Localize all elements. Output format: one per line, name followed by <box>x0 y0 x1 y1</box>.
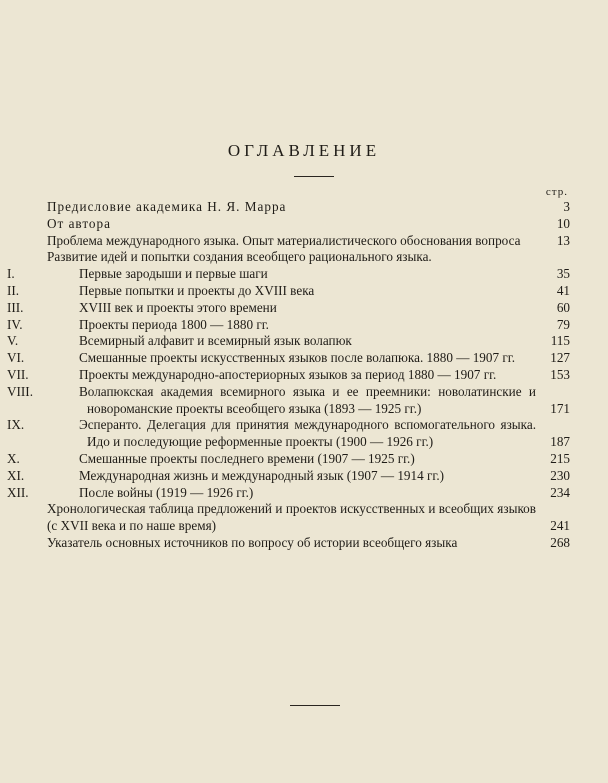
toc-entry-title: Проекты периода 1800 — 1880 гг. <box>79 316 269 332</box>
toc-entry <box>7 333 570 350</box>
toc-entry <box>47 501 570 535</box>
toc-entry-page: 13 <box>556 232 570 248</box>
toc-entry-title: Смешанные проекты искусственных языков после волапюка. 1880 — 1907 гг. <box>79 350 515 366</box>
toc-entry-number: XII. <box>7 484 29 500</box>
toc-entry-number: II. <box>7 282 20 298</box>
toc-entry <box>7 484 570 502</box>
toc-entry-title: Эсперанто. Делегация для принятия международного вспомогательного языка. Идо и последующие реформенные проекты (1900 — 1926 гг.) <box>79 417 536 450</box>
page-column-header: стр. <box>545 186 568 198</box>
toc-entry-page: 171 <box>550 400 570 416</box>
toc-entry-page: 10 <box>556 215 570 231</box>
toc-entry-page: 215 <box>550 450 570 466</box>
toc-entry-page: 241 <box>550 518 570 534</box>
title-divider <box>294 176 334 177</box>
toc-entry <box>7 383 570 418</box>
toc-entry-title: Первые зародыши и первые шаги <box>79 266 268 282</box>
toc-entry-title: Проблема международного языка. Опыт материалистического обоснования вопроса <box>47 232 521 248</box>
toc-entry-title: Проекты международно-апостериорных языков за период 1880 — 1907 гг. <box>79 366 497 382</box>
toc-entry-title: Предисловие академика Н. Я. Марра <box>47 199 287 214</box>
toc-entry-page: 41 <box>556 282 570 298</box>
toc-entry-title: Смешанные проекты последнего времени (1907 — 1925 гг.) <box>79 450 415 466</box>
toc-entry-title: XVIII век и проекты этого времени <box>79 299 277 315</box>
toc-entry-title: От автора <box>47 215 111 231</box>
toc-entry <box>7 366 570 384</box>
bottom-divider <box>290 705 340 706</box>
toc-entry <box>7 350 570 367</box>
toc-entry <box>47 233 570 250</box>
toc-entry <box>47 199 570 216</box>
toc-entry-number: VII. <box>7 366 29 382</box>
toc-entry-page: 127 <box>550 350 570 366</box>
toc-entry-page: 234 <box>550 484 570 500</box>
toc-entry-title: Всемирный алфавит и всемирный язык волапюк <box>79 333 352 349</box>
toc-entry <box>7 316 570 334</box>
toc-entry-number: I. <box>7 266 15 282</box>
toc-entry-number: IV. <box>7 316 23 332</box>
toc-entry-title: Первые попытки и проекты до XVIII века <box>79 282 315 298</box>
toc-entry-page: 153 <box>550 366 570 382</box>
toc-entry-title: Указатель основных источников по вопросу об истории всеобщего языка <box>47 534 458 550</box>
toc-entry <box>47 216 570 233</box>
toc-entry-page: 3 <box>563 199 570 214</box>
toc-entry-title: После войны (1919 — 1926 гг.) <box>79 484 254 500</box>
toc-entry <box>7 467 570 485</box>
toc-entry-number: VIII. <box>7 383 33 399</box>
toc-entry <box>7 450 570 468</box>
toc-entry-page: 115 <box>550 333 570 349</box>
toc-entry <box>47 249 570 266</box>
toc-entry-title: Хронологическая таблица предложений и проектов искусственных и всеобщих языков (с XVII века и по наше время) <box>47 501 536 534</box>
toc-entry-number: IX. <box>7 417 25 433</box>
toc-entry-page: 60 <box>556 299 570 315</box>
toc-entry-title: Развитие идей и попытки создания всеобщего рационального языка. <box>47 249 432 265</box>
toc-entry-number: V. <box>7 333 19 349</box>
toc-entry-page: 187 <box>550 434 570 450</box>
table-of-contents <box>7 199 570 552</box>
toc-entry <box>47 535 570 552</box>
toc-entry-number: III. <box>7 299 24 315</box>
toc-entry-title: Волапюкская академия всемирного языка и ее преемники: новолатинские и новороманские проекты всеобщего языка (1893 — 1925 гг.) <box>79 383 536 416</box>
toc-entry-page: 230 <box>550 467 570 483</box>
toc-entry <box>7 299 570 317</box>
toc-entry-page: 268 <box>550 534 570 550</box>
toc-entry <box>7 282 570 300</box>
toc-entry-number: VI. <box>7 350 25 366</box>
page-title: ОГЛАВЛЕНИЕ <box>227 141 381 160</box>
toc-entry-number: XI. <box>7 467 25 483</box>
toc-entry-number: X. <box>7 450 20 466</box>
toc-entry-page: 35 <box>556 266 570 282</box>
toc-entry-title: Международная жизнь и международный язык (1907 — 1914 гг.) <box>79 467 445 483</box>
toc-entry <box>7 417 570 451</box>
toc-entry-page: 79 <box>556 316 570 332</box>
toc-entry <box>7 266 570 283</box>
